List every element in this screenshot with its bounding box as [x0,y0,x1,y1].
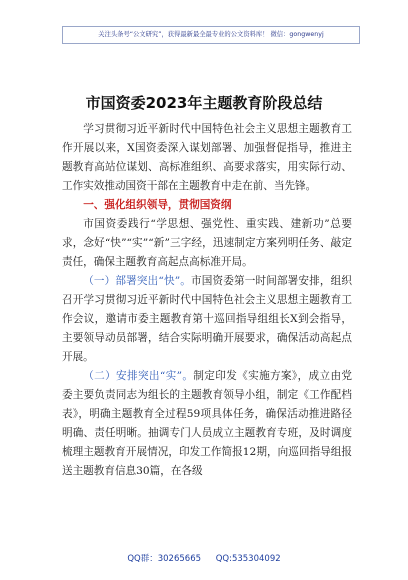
page-title: 市国资委2023年主题教育阶段总结 [85,94,323,112]
document-body [62,120,352,481]
promo-banner: 关注头条号“公文研究”，获得最新最全最专业的公文资料库！ 微信：gongwenyj [62,26,360,44]
footer-qq: QQ:535304092 [215,554,281,564]
footer-contact [0,552,408,564]
subsection-paragraph [62,272,352,367]
subsection-text: 市国资委第一时间部署安排，组织召开学习贯彻习近平新时代中国特色社会主义思想主题教育工作会议，邀请市委主题教育第十巡回指导组组长X到会指导，主要领导动员部署，结合实际明确开展要求，确保活动高起点开展。 [62,275,352,363]
subsection-heading: （一）部署突出“快”。 [83,275,191,287]
intro-paragraph: 学习贯彻习近平新时代中国特色社会主义思想主题教育工作开展以来，X国资委深入谋划部署、加强督促指导，推进主题教育高站位谋划、高标准组织、高要求落实，用实际行动、工作实效推动国资干部在主题教育中走在前、当先锋。 [62,123,352,192]
section-heading-text: 一、强化组织领导，贯彻国资纲 [83,199,232,211]
footer-qq-group: QQ群：30265665 [127,554,202,564]
section-paragraph: 市国资委践行“学思想、强党性、重实践、建新功”总要求，念好“快”“实”“新”三字经，迅速制定方案列明任务、敲定责任，确保主题教育高起点高标准开局。 [62,218,352,268]
subsection-text: 制定印发《实施方案》，成立由党委主要负责同志为组长的主题教育领导小组，制定《工作配档表》，明确主题教育全过程59项具体任务，确保活动推进路径明确、责任明晰。抽调专门人员成立主题教育专班，及时调度梳理主题教育开展情况，印发工作简报12期，向巡回指导组报送主题教育信息30篇，在各级 [62,370,352,477]
subsection-heading: （二）安排突出“实”。 [83,370,194,382]
section-heading [62,196,352,215]
subsection-paragraph [62,367,352,481]
